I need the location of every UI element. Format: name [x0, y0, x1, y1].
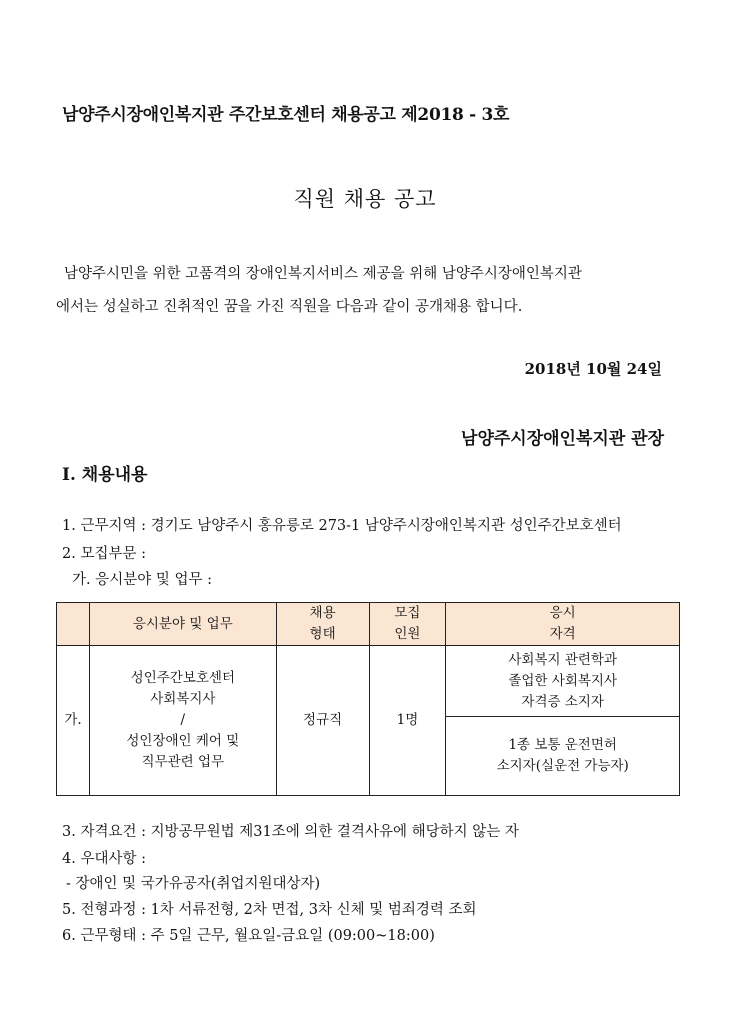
item-work-location: 1. 근무지역 : 경기도 남양주시 홍유릉로 273-1 남양주시장애인복지관 성인주간보호센터	[62, 518, 622, 534]
issuer-signature: 남양주시장애인복지관 관장	[461, 429, 664, 449]
qual-line: 소지자(실운전 가능자)	[496, 758, 629, 774]
item-recruit-section: 2. 모집부문 :	[62, 546, 146, 562]
posting-date: 2018년 10월 24일	[524, 360, 662, 378]
qual-line: 사회복지 관련학과	[508, 651, 617, 668]
field-line: 직무관련 업무	[141, 754, 225, 770]
header-type-line: 형태	[309, 626, 336, 642]
row-employment-type: 정규직	[276, 646, 369, 796]
header-field: 응시분야 및 업무	[89, 603, 276, 646]
intro-line: 남양주시민을 위한 고품격의 장애인복지서비스 제공을 위해 남양주시장애인복지관	[64, 266, 582, 282]
header-count	[369, 603, 446, 646]
header-type	[276, 603, 369, 646]
row-qualification-2	[446, 717, 680, 796]
document-number: 남양주시장애인복지관 주간보호센터 채용공고 제2018 - 3호	[62, 105, 510, 125]
header-blank	[57, 603, 90, 646]
recruit-table	[56, 602, 680, 796]
table-row	[57, 646, 680, 717]
item-qualification: 3. 자격요건 : 지방공무원법 제31조에 의한 결격사유에 해당하지 않는 자	[62, 824, 519, 840]
header-count-line: 모집	[394, 605, 421, 621]
row-field	[89, 646, 276, 796]
row-qualification-1	[446, 646, 680, 717]
header-qualification	[446, 603, 680, 646]
field-line: 사회복지사	[150, 691, 216, 707]
header-qual-line: 자격	[549, 626, 576, 642]
intro-line: 에서는 성실하고 진취적인 꿈을 가진 직원을 다음과 같이 공개채용 합니다.	[56, 299, 523, 315]
header-qual-line: 응시	[549, 605, 576, 621]
field-line: 성인주간보호센터	[130, 670, 235, 686]
field-line: /	[180, 712, 186, 728]
page-title: 직원 채용 공고	[293, 187, 437, 211]
field-line: 성인장애인 케어 및	[126, 733, 240, 749]
row-label: 가.	[57, 646, 90, 796]
qual-line: 자격증 소지자	[521, 693, 604, 710]
qual-line: 졸업한 사회복지사	[508, 672, 617, 689]
item-preference: 4. 우대사항 :	[62, 851, 146, 867]
item-preference-detail: - 장애인 및 국가유공자(취업지원대상자)	[66, 876, 321, 892]
section-heading: Ⅰ. 채용내용	[62, 465, 148, 485]
item-selection-process: 5. 전형과정 : 1차 서류전형, 2차 면접, 3차 신체 및 범죄경력 조회	[62, 902, 477, 918]
intro-paragraph	[56, 258, 676, 324]
item-sub-field: 가. 응시분야 및 업무 :	[72, 572, 212, 588]
header-count-line: 인원	[394, 626, 421, 642]
header-type-line: 채용	[309, 605, 336, 621]
qual-line: 1종 보통 운전면허	[508, 737, 617, 753]
row-headcount: 1명	[369, 646, 446, 796]
table-header-row	[57, 603, 680, 646]
item-work-type: 6. 근무형태 : 주 5일 근무, 월요일-금요일 (09:00~18:00)	[62, 928, 435, 944]
